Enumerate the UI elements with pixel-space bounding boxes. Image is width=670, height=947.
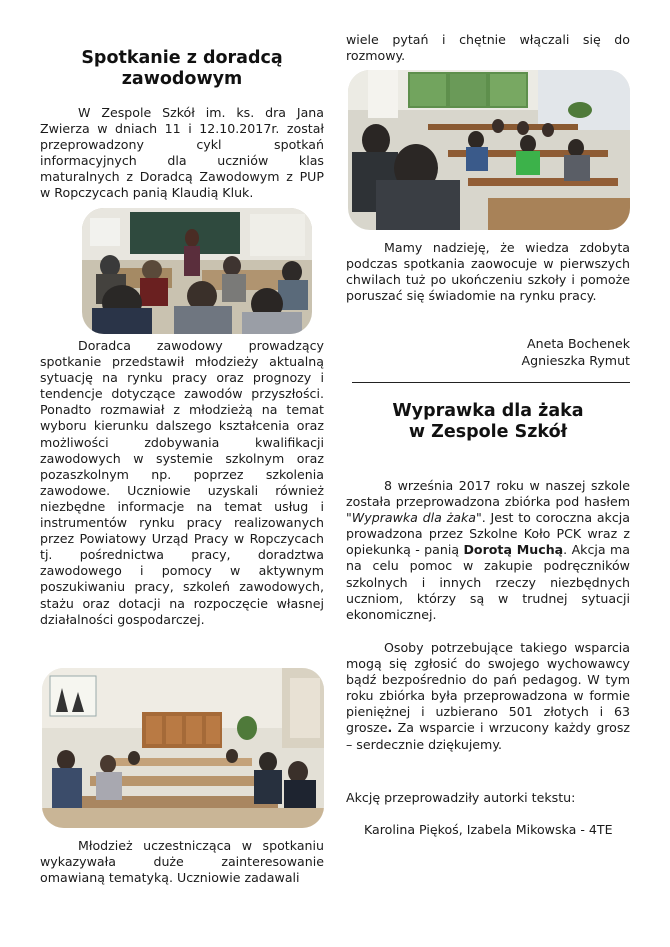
article1-authors: [346, 336, 630, 369]
article2-title: [346, 401, 630, 443]
article2-paragraph-3: Akcję przeprowadziły autorki tekstu:: [346, 790, 576, 805]
article2-p1-text-a: 8 września 2017 roku w naszej szkole została przeprowadzona zbiórka pod hasłem ": [346, 478, 630, 526]
article1-title: [40, 48, 324, 90]
article2-p2-bold-dot: .: [387, 720, 393, 736]
author-aneta-bochenek: Aneta Bochenek: [526, 336, 630, 351]
article1-title-line2: zawodowym: [121, 69, 243, 89]
article2-paragraph-2: [346, 640, 630, 753]
article2-campaign-name: Wyprawka dla żaka: [351, 510, 476, 526]
article1-paragraph-1: W Zespole Szkół im. ks. dra Jana Zwierza w dniach 11 i 12.10.2017r. został przeprowadzony cykl spotkań informacyjnych dla uczniów klas maturalnych z Doradcą Zawodowym z PUP w Ropczycach panią Klaudią Kluk.: [40, 105, 324, 201]
article1-paragraph-3: Młodzież uczestnicząca w spotkaniu wykazywała duże zainteresowanie omawianą tematyką. Uczniowie zadawali: [40, 838, 324, 886]
photo-classroom-students: [42, 668, 324, 828]
article2-p1-text-b: ". Jest to coroczna akcja prowadzona przez Szkolne Koło PCK wraz z opiekunką - panią: [346, 510, 630, 558]
photo-classroom-presentation: [82, 208, 312, 334]
article1-paragraph-4: Mamy nadzieję, że wiedza zdobyta podczas spotkania zaowocuje w pierwszych chwilach tuż po ukończeniu szkoły i pomoże poruszać się świadomie na rynku pracy.: [346, 240, 630, 304]
article2-authors: Karolina Piękoś, Izabela Mikowska - 4TE: [364, 822, 613, 837]
article2-paragraph-1: [346, 478, 630, 623]
photo-classroom-meeting: [348, 70, 630, 230]
author-agnieszka-rymut: Agnieszka Rymut: [521, 352, 630, 368]
article2-title-line2: w Zespole Szkół: [408, 422, 568, 442]
article2-teacher-name: Dorotą Muchą: [463, 542, 564, 558]
article2-title-line1: Wyprawka dla żaka: [392, 401, 584, 421]
article1-title-line1: Spotkanie z doradcą: [81, 48, 283, 68]
section-divider: [352, 382, 630, 383]
article1-paragraph-3-continued: wiele pytań i chętnie włączali się do rozmowy.: [346, 32, 630, 64]
article2-p1-text-c: . Akcja ma na celu pomoc w zakupie podręczników szkolnych i innych rzeczy niezbędnych uczniom, którzy są w trudnej sytuacji ekonomicznej.: [346, 542, 630, 622]
article2-p2-text-b: Za wsparcie i wrzucony każdy grosz – serdecznie dziękujemy.: [346, 720, 630, 752]
article2-p2-text-a: Osoby potrzebujące takiego wsparcia mogą się zgłosić do swojego wychowawcy bądź bezpośrednio do pań pedagog. W tym roku zbiórka była przeprowadzona w formie pieniężnej i uzbierano 501 złotych i 63 grosze: [346, 640, 630, 736]
article1-paragraph-2: Doradca zawodowy prowadzący spotkanie przedstawił młodzieży aktualną sytuację na rynku pracy oraz prognozy i tendencje dotyczące zawodów przyszłości. Ponadto rozmawiał z młodzieżą na temat wyboru kierunku dalszego kształcenia oraz możliwości zdobywania kwalifikacji zawodowych w systemie szkolnym oraz pozaszkolnym np. poprzez szkolenia zawodowe. Uczniowie uzyskali również niezbędne informacje na temat usług i instrumentów rynku pracy realizowanych przez Powiatowy Urząd Pracy w Ropczycach tj. pośrednictwa pracy, doradztwa zawodowego i pomocy w aktywnym poszukiwaniu pracy, szkoleń zawodowych, stażu oraz dotacji na rozpoczęcie własnej działalności gospodarczej.: [40, 338, 324, 627]
